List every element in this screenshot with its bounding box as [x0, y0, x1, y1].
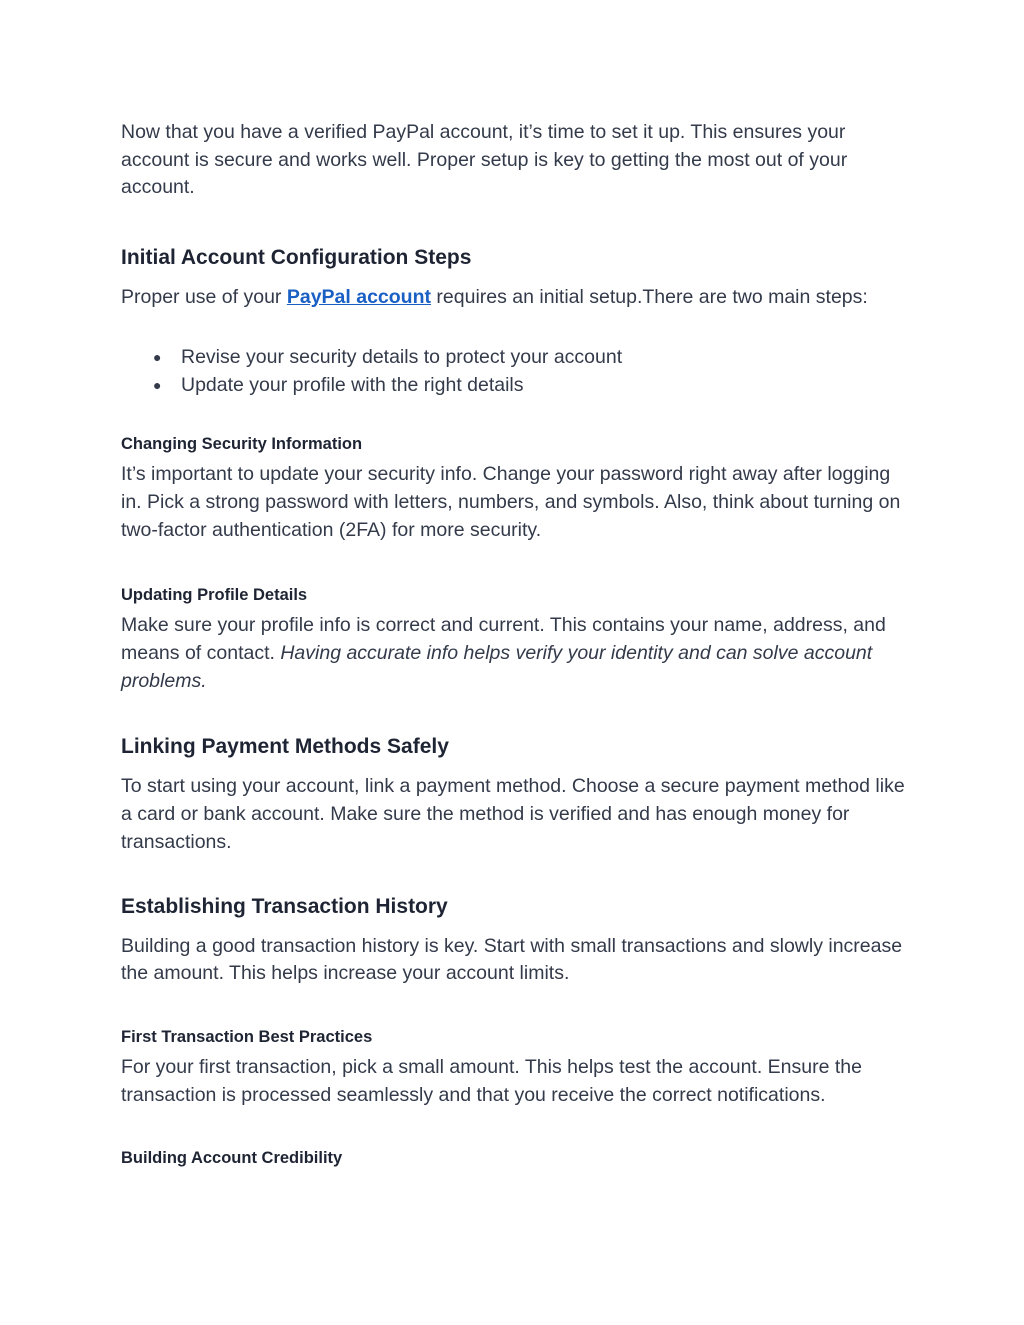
- list-item: [153, 372, 906, 400]
- setup-steps-list: [153, 344, 906, 399]
- bullet-icon: ●: [153, 348, 162, 365]
- list-item: [153, 344, 906, 372]
- paypal-account-link[interactable]: PayPal account: [286, 286, 431, 309]
- heading-changing-security-information: Changing Security Information: [121, 435, 363, 454]
- history-paragraph: Building a good transaction history is key. Start with small transactions and slowly increase the amount. This helps increase your account limits.: [121, 934, 903, 985]
- setup-paragraph: [121, 284, 906, 312]
- profile-italic-text: Having accurate info helps verify your identity and can solve account problems.: [121, 642, 873, 692]
- heading-initial-account-configuration: Initial Account Configuration Steps: [121, 246, 472, 270]
- security-paragraph: It’s important to update your security info. Change your password right away after logging in. Pick a strong password with letters, numbers, and symbols. Also, think about turning on two-factor authentication (2FA) for more security.: [121, 463, 901, 541]
- heading-establishing-transaction-history: Establishing Transaction History: [121, 894, 448, 918]
- profile-paragraph: [121, 612, 906, 695]
- first-transaction-paragraph: For your first transaction, pick a small amount. This helps test the account. Ensure the transaction is processed seamlessly and that you receive the correct notifications.: [121, 1055, 862, 1106]
- heading-updating-profile-details: Updating Profile Details: [121, 586, 308, 605]
- profile-text: Make sure your profile info is correct and current. This contains your name, address, and means of contact.: [121, 614, 886, 665]
- setup-text-after-link: requires an initial setup.There are two main steps:: [431, 286, 868, 309]
- list-item-text: Revise your security details to protect your account: [181, 345, 623, 368]
- heading-building-account-credibility: Building Account Credibility: [121, 1149, 343, 1168]
- heading-first-transaction-best-practices: First Transaction Best Practices: [121, 1027, 373, 1046]
- setup-text-before-link: Proper use of your: [121, 286, 287, 309]
- bullet-icon: ●: [153, 376, 162, 393]
- heading-linking-payment-methods: Linking Payment Methods Safely: [121, 735, 449, 759]
- list-item-text: Update your profile with the right details: [181, 373, 524, 396]
- document-page: [121, 119, 906, 1169]
- payment-paragraph: To start using your account, link a payment method. Choose a secure payment method like a card or bank account. Make sure the method is verified and has enough money for transactions.: [121, 775, 905, 853]
- intro-paragraph: Now that you have a verified PayPal account, it’s time to set it up. This ensures your account is secure and works well. Proper setup is key to getting the most out of your account.: [121, 121, 848, 199]
